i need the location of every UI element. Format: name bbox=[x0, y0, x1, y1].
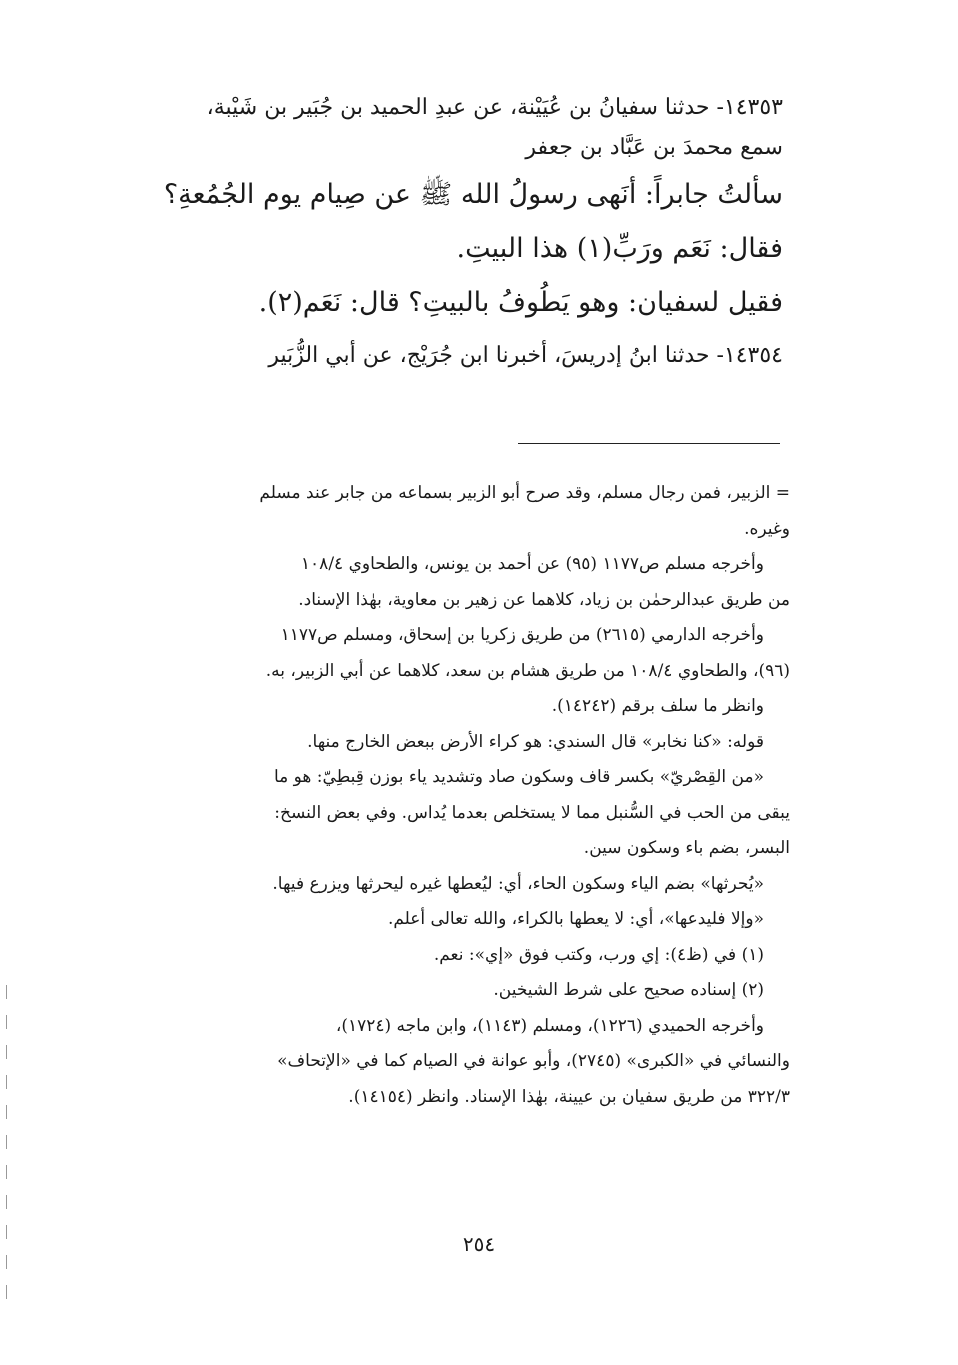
footnote-line: قوله: «كنا نخابر» قال السندي: هو كراء الأرض ببعض الخارج منها. bbox=[307, 731, 764, 752]
footnote-line: وأخرجه مسلم ص١١٧٧ (٩٥) عن أحمد بن يونس، والطحاوي ١٠٨/٤ bbox=[300, 554, 764, 574]
footnote-line: = الزبير، فمن رجال مسلم، وقد صرح أبو الزبير بسماعه من جابر عند مسلم bbox=[259, 483, 790, 503]
footnote-line: (٩٦)، والطحاوي ١٠٨/٤ من طريق هشام بن سعد، كلاهما عن أبي الزبير، به. bbox=[265, 660, 790, 681]
footnote-line: والنسائي في «الكبرى» (٢٧٤٥)، وأبو عوانة في الصيام كما في «الإتحاف» bbox=[277, 1051, 790, 1071]
footnote-line: ٣٢٢/٣ من طريق سفيان بن عيينة، بهٰذا الإسناد. وانظر (١٤١٥٤). bbox=[348, 1086, 790, 1107]
main-text bbox=[60, 88, 783, 376]
footnote-line: يبقى من الحب في السُّنبل مما لا يستخلص بعدما يُداس. وفي بعض النسخ: bbox=[274, 802, 790, 823]
footnote-separator bbox=[518, 443, 780, 444]
footnote-line: البسر، بضم باء وسكون سين. bbox=[583, 838, 790, 858]
hadith-14353-line-1: ١٤٣٥٣- حدثنا سفيانُ بن عُيَيْنة، عن عبدِ الحميد بن جُبَير بن شَيْبة، bbox=[206, 95, 783, 120]
footnote-line: وأخرجه الحميدي (١٢٢٦)، ومسلم (١١٤٣)، وابن ماجه (١٧٢٤)، bbox=[335, 1015, 764, 1036]
page-number: ٢٥٤ bbox=[462, 1232, 496, 1256]
hadith-14354-line-1: ١٤٣٥٤- حدثنا ابنُ إدريسَ، أخبرنا ابن جُرَيْج، عن أبي الزُّبَير bbox=[268, 343, 783, 368]
scan-edge-marks bbox=[6, 985, 7, 1315]
hadith-14353-line-3: سألتُ جابراً: أنَهى رسولُ الله ﷺ عن صِيام يوم الجُمُعةِ؟ bbox=[163, 179, 783, 210]
footnote-line: وانظر ما سلف برقم (١٤٢٤٢). bbox=[551, 696, 764, 716]
footnote-line: وغيره. bbox=[744, 518, 790, 539]
footnote-line: «من القِصْريّ» بكسر قاف وسكون صاد وتشديد ياء بوزن قِبطِيّ: هو ما bbox=[273, 767, 764, 787]
hadith-14353-line-5: فقيل لسفيان: وهو يَطُوفُ بالبيتِ؟ قال: نَعَم(٢). bbox=[258, 287, 783, 318]
footnote-line: وأخرجه الدارمي (٢٦١٥) من طريق زكريا بن إسحاق، ومسلم ص١١٧٧ bbox=[280, 625, 764, 645]
footnote-line: من طريق عبدالرحمٰن بن زياد، كلاهما عن زهير بن معاوية، بهٰذا الإسناد. bbox=[298, 589, 790, 610]
hadith-14353-line-2: سمع محمدَ بن عَبَّاد بن جعفر bbox=[525, 135, 783, 160]
footnote-line: «وإلا فليدعها»، أي: لا يعطها بالكراء، والله تعالى أعلم. bbox=[387, 909, 764, 929]
footnote-1: (١) في (ظ٤): إي ورب، وكتب فوق «إي»: نعم. bbox=[433, 944, 764, 965]
footnote-line: «يُحرثها» بضم الياء وسكون الحاء، أي: ليُعطها غيره ليحرثها ويزرع فيها. bbox=[272, 873, 764, 894]
footnotes bbox=[70, 476, 790, 1115]
hadith-14353-line-4: فقال: نَعَم ورَبِّ(١) هذا البيتِ. bbox=[456, 233, 783, 264]
footnote-2: (٢) إسناده صحيح على شرط الشيخين. bbox=[493, 980, 764, 1000]
